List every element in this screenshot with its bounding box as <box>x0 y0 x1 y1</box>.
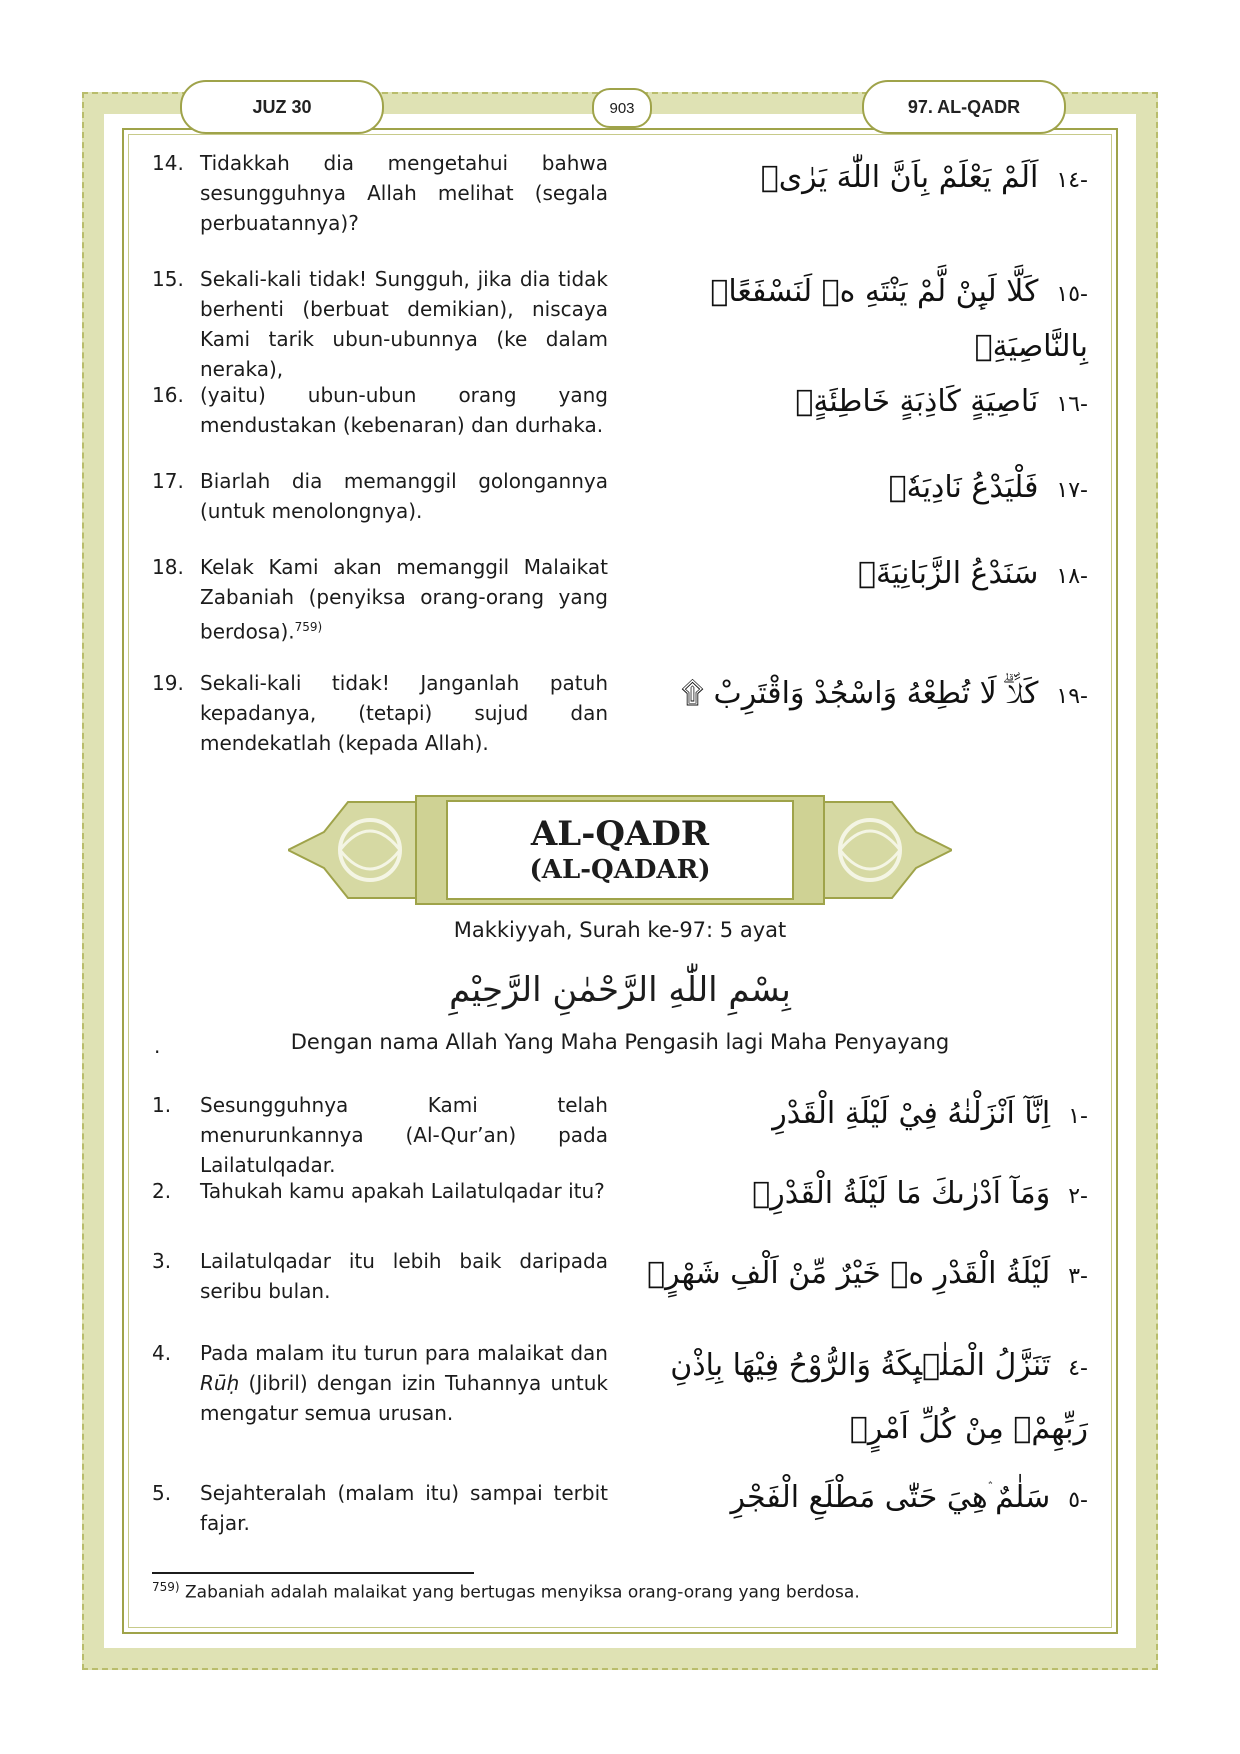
verse-translation: Lailatulqadar itu lebih baik daripada seribu bulan. <box>200 1249 608 1303</box>
arabic-verse-number: -١٦ <box>1056 392 1088 417</box>
arabic-verse-14 <box>618 152 1088 207</box>
footnote <box>152 1580 1052 1603</box>
basmalah-translation: Dengan nama Allah Yang Maha Pengasih lagi Maha Penyayang <box>290 1030 950 1054</box>
arabic-verse-number: -١٨ <box>1056 564 1088 589</box>
verse-number: 19. <box>152 671 184 695</box>
arabic-verse-3 <box>618 1248 1088 1303</box>
footnote-number: 759) <box>152 1580 180 1594</box>
juz-label: JUZ 30 <box>180 80 384 134</box>
arabic-verse-number: -٣ <box>1068 1264 1088 1289</box>
footnote-divider <box>152 1572 474 1574</box>
verse-number: 14. <box>152 151 184 175</box>
verse-translation: Sekali-kali tidak! Sungguh, jika dia tidak berhenti (berbuat demikian), niscaya Kami tarik ubun-ubunnya (ke dalam neraka), <box>200 267 608 381</box>
footnote-ref: 759) <box>294 620 323 634</box>
arabic-text: كَلَّا لَىِٕنْ لَّمْ يَنْتَهِ ەۙ لَنَسْفَعًاۢ بِالنَّاصِيَةِۙ <box>710 274 1088 364</box>
verse-14 <box>152 148 608 238</box>
verse-number: 2. <box>152 1179 172 1203</box>
verse-number: 4. <box>152 1341 172 1365</box>
arabic-verse-number: -١٩ <box>1056 684 1088 709</box>
verse-number: 15. <box>152 267 184 291</box>
arabic-text: فَلْيَدْعُ نَادِيَهٗۙ <box>888 470 1039 505</box>
arabic-text: وَمَآ اَدْرٰىكَ مَا لَيْلَةُ الْقَدْرِۗ <box>752 1176 1051 1211</box>
arabic-verse-19 <box>618 668 1088 723</box>
footnote-text: Zabaniah adalah malaikat yang bertugas menyiksa orang-orang yang berdosa. <box>185 1582 860 1603</box>
verse-translation: Sesungguhnya Kami telah menurunkannya (Al-Qur’an) pada Lailatulqadar. <box>200 1093 608 1177</box>
verse-number: 3. <box>152 1249 172 1273</box>
verse-5 <box>152 1478 608 1538</box>
verse-number: 17. <box>152 469 184 493</box>
arabic-verse-number: -١٥ <box>1056 282 1088 307</box>
verse-16 <box>152 380 608 440</box>
verse-19 <box>152 668 608 758</box>
arabic-verse-number: -١٤ <box>1056 168 1088 193</box>
page-number: 903 <box>592 88 652 128</box>
arabic-verse-number: -٤ <box>1068 1356 1088 1381</box>
arabic-verse-2 <box>618 1168 1088 1223</box>
arabic-verse-number: -١ <box>1068 1104 1088 1129</box>
arabic-verse-18 <box>618 548 1088 603</box>
arabic-text: نَاصِيَةٍ كَاذِبَةٍ خَاطِئَةٍۚ <box>795 384 1039 419</box>
arabic-text: تَنَزَّلُ الْمَلٰۤىِٕكَةُ وَالرُّوْحُ فِيْهَا بِاِذْنِ رَبِّهِمْۚ مِنْ كُلِّ اَمْرٍۛ <box>670 1348 1088 1446</box>
arabic-verse-5 <box>618 1472 1088 1527</box>
verse-number: 16. <box>152 383 184 407</box>
arabic-text: اَلَمْ يَعْلَمْ بِاَنَّ اللّٰهَ يَرٰىۗ <box>760 160 1039 195</box>
verse-text-after: (Jibril) dengan izin Tuhannya untuk mengatur semua urusan. <box>200 1371 608 1425</box>
verse-number: 18. <box>152 555 184 579</box>
arabic-text: كَلَّاۗ لَا تُطِعْهُ وَاسْجُدْ وَاقْتَرِبْ ۩ <box>681 676 1039 711</box>
arabic-verse-15 <box>618 266 1088 373</box>
arabic-verse-4 <box>618 1336 1088 1459</box>
verse-translation: Sekali-kali tidak! Janganlah patuh kepadanya, (tetapi) sujud dan mendekatlah (kepada Allah). <box>200 671 608 755</box>
verse-translation: Biarlah dia memanggil golongannya (untuk menolongnya). <box>200 469 608 523</box>
verse-translation <box>200 552 608 647</box>
surah-title-box <box>446 800 794 900</box>
surah-title: AL-QADR <box>530 814 710 854</box>
arabic-verse-17 <box>618 462 1088 517</box>
arabic-text: لَيْلَةُ الْقَدْرِ ەۙ خَيْرٌ مِّنْ اَلْفِ شَهْرٍۗ <box>647 1256 1051 1291</box>
verse-text-italic: Rūḥ <box>200 1371 240 1395</box>
verse-text-before: Pada malam itu turun para malaikat dan <box>200 1341 608 1365</box>
verse-translation: Tahukah kamu apakah Lailatulqadar itu? <box>200 1179 605 1203</box>
surah-label: 97. AL-QADR <box>862 80 1066 134</box>
arabic-verse-1 <box>618 1088 1088 1143</box>
verse-4 <box>152 1338 608 1428</box>
verse-translation: Sejahteralah (malam itu) sampai terbit fajar. <box>200 1481 608 1535</box>
arabic-verse-number: -٥ <box>1068 1488 1088 1513</box>
arabic-verse-number: -١٧ <box>1056 478 1088 503</box>
verse-number: 5. <box>152 1481 172 1505</box>
arabic-verse-number: -٢ <box>1068 1184 1088 1209</box>
verse-18 <box>152 552 608 647</box>
arabic-text: سَنَدْعُ الزَّبَانِيَةَۙ <box>858 556 1039 591</box>
arabic-text: سَلٰمٌ ۛهِيَ حَتّٰى مَطْلَعِ الْفَجْرِ <box>730 1480 1051 1515</box>
basmalah-arabic: بِسْمِ اللّٰهِ الرَّحْمٰنِ الرَّحِيْمِ <box>449 970 791 1010</box>
verse-1 <box>152 1090 608 1180</box>
verse-number: 1. <box>152 1093 172 1117</box>
verse-15 <box>152 264 608 384</box>
verse-translation: Tidakkah dia mengetahui bahwa sesungguhnya Allah melihat (segala perbuatannya)? <box>200 151 608 235</box>
surah-subtitle: (AL-QADAR) <box>529 855 711 885</box>
stray-dot: . <box>154 1034 161 1058</box>
verse-text: Kelak Kami akan memanggil Malaikat Zabaniah (penyiksa orang-orang yang berdosa). <box>200 555 608 644</box>
verse-translation: (yaitu) ubun-ubun orang yang mendustakan (kebenaran) dan durhaka. <box>200 383 608 437</box>
surah-info: Makkiyyah, Surah ke-97: 5 ayat <box>453 918 787 942</box>
arabic-verse-16 <box>618 376 1088 431</box>
verse-2 <box>152 1176 608 1206</box>
arabic-text: اِنَّآ اَنْزَلْنٰهُ فِيْ لَيْلَةِ الْقَدْرِ <box>772 1096 1051 1131</box>
verse-17 <box>152 466 608 526</box>
verse-translation <box>200 1338 608 1428</box>
verse-3 <box>152 1246 608 1306</box>
